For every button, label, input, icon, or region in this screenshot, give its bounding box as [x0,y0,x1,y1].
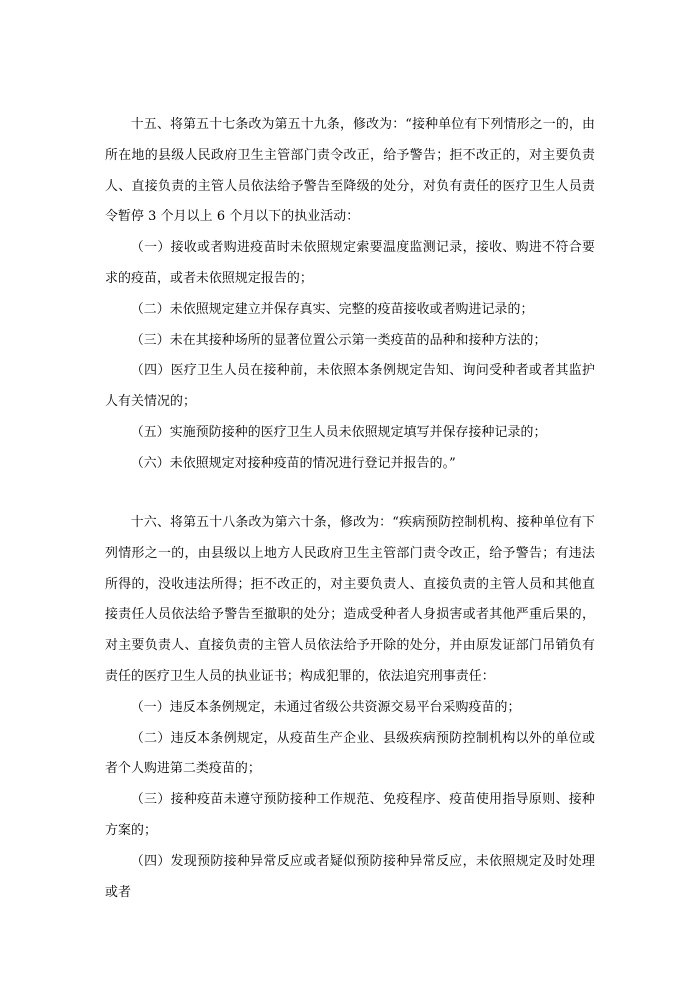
section-15-amendment [105,110,595,480]
section-15-item-6: （六）未依照规定对接种疫苗的情况进行登记并报告的。” [130,455,456,471]
section-15-item-5: （五）实施预防接种的医疗卫生人员未依照规定填写并保存接种记录的； [130,424,547,440]
section-15-item-4: （四）医疗卫生人员在接种前，未依照本条例规定告知、询问受种者或者其监护人有关情况的； [105,363,595,410]
section-15-item-2: （二）未依照规定建立并保存真实、完整的疫苗接收或者购进记录的； [130,301,534,317]
section-16-amendment [105,508,595,908]
section-16-item-1: （一）违反本条例规定，未通过省级公共资源交易平台采购疫苗的； [130,699,521,715]
section-16-item-3: （三）接种疫苗未遵守预防接种工作规范、免疫程序、疫苗使用指导原则、接种方案的； [105,792,595,838]
section-16-item-4: （四）发现预防接种异常反应或者疑似预防接种异常反应，未依照规定及时处理或者 [105,853,595,900]
section-16-item-2: （二）违反本条例规定，从疫苗生产企业、县级疾病预防控制机构以外的单位或者个人购进第二类疫苗的； [105,730,595,777]
section-15-intro-paragraph: 十五、将第五十七条改为第五十九条，修改为：“接种单位有下列情形之一的，由所在地的县级人民政府卫生主管部门责令改正，给予警告；拒不改正的，对主要负责人、直接负责的主管人员依法给予警告至降级的处分，对负有责任的医疗卫生人员责令暂停 3 个月以上 6 个月以下的执业活动： [105,117,595,225]
section-16-intro-paragraph: 十六、将第五十八条改为第六十条，修改为：“疾病预防控制机构、接种单位有下列情形之一的，由县级以上地方人民政府卫生主管部门责令改正，给予警告；有违法所得的，没收违法所得；拒不改正的，对主要负责人、直接负责的主管人员和其他直接责任人员依法给予警告至撤职的处分；造成受种者人身损害或者其他严重后果的，对主要负责人、直接负责的主管人员依法给予开除的处分，并由原发证部门吊销负有责任的医疗卫生人员的执业证书；构成犯罪的，依法追究刑事责任： [105,515,595,684]
section-15-item-1: （一）接收或者购进疫苗时未依照规定索要温度监测记录，接收、购进不符合要求的疫苗，或者未依照规定报告的； [105,240,595,286]
section-15-item-3: （三）未在其接种场所的显著位置公示第一类疫苗的品种和接种方法的； [130,332,547,348]
